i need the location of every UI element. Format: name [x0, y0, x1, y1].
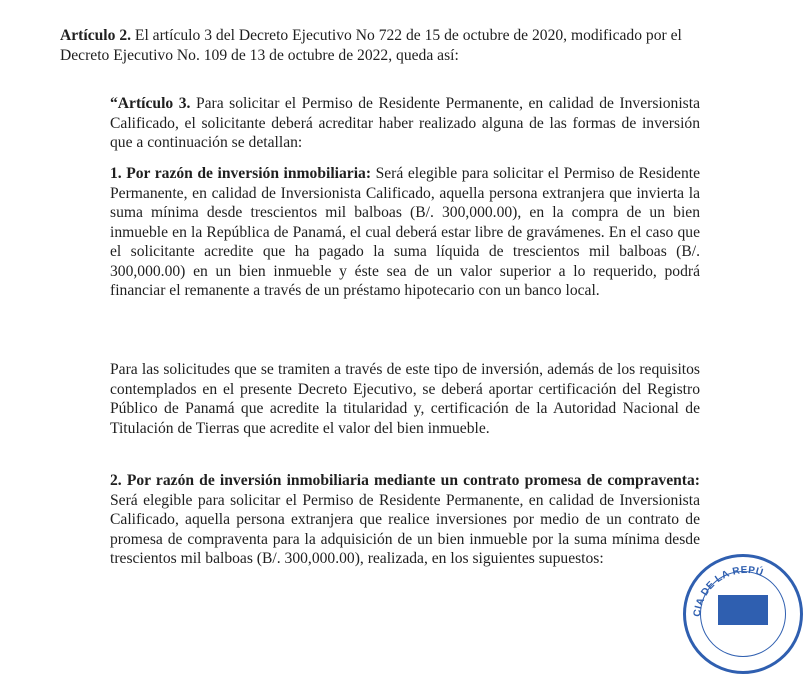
- seal-emblem-icon: [718, 595, 768, 625]
- article-3-heading: “Artículo 3.: [110, 95, 191, 112]
- item-2-paragraph: [110, 471, 700, 569]
- seal-text: CIA DE LA REPÚ: [691, 564, 765, 618]
- item-1-heading: 1. Por razón de inversión inmobiliaria:: [110, 165, 372, 182]
- item-2-text: Será elegible para solicitar el Permiso de Residente Permanente, en calidad de Inversionista Calificado, aquella persona extranjera que realice inversiones por medio de un contrato de promesa de compraventa para la adquisición de un bien inmueble por la suma mínima desde trescientos mil balboas (B/. 300,000.00), realizada, en los siguientes supuestos:: [110, 491, 700, 567]
- requirements-paragraph: Para las solicitudes que se tramiten a través de este tipo de inversión, además de los requisitos contemplados en el presente Decreto Ejecutivo, se deberá aportar certificación del Registro Público de Panamá que acredite la titularidad y, certificación de la Autoridad Nacional de Titulación de Tierras que acredite el valor del bien inmueble.: [110, 361, 700, 437]
- article-3-intro: [110, 94, 700, 153]
- article-2-text: El artículo 3 del Decreto Ejecutivo No 722 de 15 de octubre de 2020, modificado por el Decreto Ejecutivo No. 109 de 13 de octubre de 2022, queda así:: [60, 27, 682, 64]
- article-3-intro-text: Para solicitar el Permiso de Residente Permanente, en calidad de Inversionista Calificado, el solicitante deberá acreditar haber realizado alguna de las formas de inversión que a continuación se detallan:: [110, 95, 700, 151]
- official-seal: [683, 554, 803, 674]
- article-2-heading: Artículo 2.: [60, 27, 132, 44]
- item-1-paragraph: [110, 164, 700, 301]
- item-2-heading: 2. Por razón de inversión inmobiliaria mediante un contrato promesa de compraventa:: [110, 472, 700, 489]
- item-1-text: Será elegible para solicitar el Permiso de Residente Permanente, en calidad de Inversionista Calificado, aquella persona extranjera que invierta la suma mínima desde trescientos mil balboas (B/. 300,000.00), en la compra de un bien inmueble en la República de Panamá, el cual deberá estar libre de gravámenes. En el caso que el solicitante acredite que ha pagado la suma líquida de trescientos mil balboas (B/. 300,000.00) en un bien inmueble y éste sea de un valor superior a lo requerido, podrá financiar el remanente a través de un préstamo hipotecario con un banco local.: [110, 165, 701, 299]
- article-2-paragraph: [60, 26, 700, 65]
